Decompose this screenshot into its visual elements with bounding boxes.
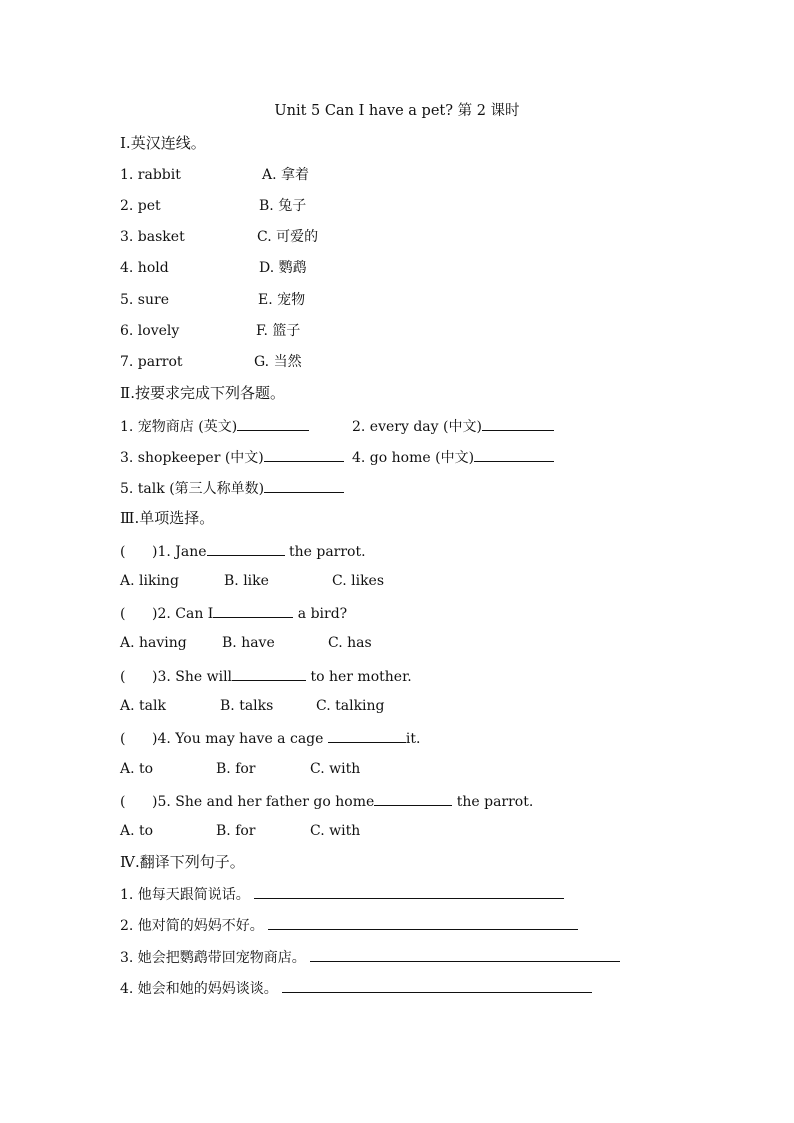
mc-question-5 [120,791,533,811]
section-2-heading: Ⅱ.按要求完成下列各题。 [120,384,285,402]
task-1 [120,416,309,436]
answer-paren[interactable]: ( [120,794,126,810]
mc-question-tail: the parrot. [284,544,366,560]
mc-question-text: )3. She will [152,669,233,685]
mc-option-3b: B. talks [220,698,274,714]
match-left-6: 6. lovely [120,323,180,339]
task-2-text: 2. every day (中文) [352,419,482,435]
answer-blank[interactable] [207,541,285,556]
answer-blank[interactable] [232,666,306,681]
answer-blank[interactable] [268,915,578,930]
answer-blank[interactable] [213,603,293,618]
mc-question-tail: to her mother. [306,669,412,685]
match-right-c: C. 可爱的 [257,229,319,245]
translate-1 [120,884,564,904]
mc-option-1b: B. like [224,573,269,589]
mc-option-1c: C. likes [332,573,385,589]
mc-question-tail: the parrot. [452,794,534,810]
answer-blank[interactable] [474,447,554,462]
mc-question-2 [120,603,347,623]
mc-question-text: )5. She and her father go home [152,794,375,810]
mc-option-3a: A. talk [120,698,166,714]
section-4-heading: Ⅳ.翻译下列句子。 [120,853,245,871]
match-right-f: F. 篮子 [256,323,301,339]
mc-option-3c: C. talking [316,698,385,714]
mc-question-tail: a bird? [293,606,348,622]
task-2 [352,416,554,436]
match-left-1: 1. rabbit [120,167,181,183]
answer-paren[interactable]: ( [120,544,126,560]
section-3-heading: Ⅲ.单项选择。 [120,509,215,527]
answer-blank[interactable] [264,447,344,462]
task-5 [120,478,344,498]
match-left-7: 7. parrot [120,354,183,370]
translate-3 [120,947,620,967]
mc-question-4 [120,728,420,748]
answer-blank[interactable] [310,947,620,962]
match-left-2: 2. pet [120,198,161,214]
mc-option-5b: B. for [216,823,256,839]
match-right-g: G. 当然 [254,354,302,370]
translate-text: 2. 他对简的妈妈不好。 [120,918,264,934]
page-title: Unit 5 Can I have a pet? 第 2 课时 [274,103,520,119]
answer-blank[interactable] [282,978,592,993]
answer-blank[interactable] [237,416,309,431]
mc-option-4a: A. to [120,761,154,777]
task-3 [120,447,344,467]
mc-question-3 [120,666,412,686]
mc-option-4c: C. with [310,761,361,777]
answer-paren[interactable]: ( [120,669,126,685]
mc-question-text: )1. Jane [152,544,207,560]
task-4-text: 4. go home (中文) [352,450,475,466]
match-left-4: 4. hold [120,260,169,276]
match-right-d: D. 鹦鹉 [259,260,307,276]
match-right-b: B. 兔子 [259,198,307,214]
mc-option-5c: C. with [310,823,361,839]
answer-blank[interactable] [254,884,564,899]
match-left-3: 3. basket [120,229,185,245]
translate-text: 3. 她会把鹦鹉带回宠物商店。 [120,950,306,966]
translate-2 [120,915,578,935]
answer-paren[interactable]: ( [120,606,126,622]
mc-question-1 [120,541,366,561]
translate-4 [120,978,592,998]
translate-text: 1. 他每天跟简说话。 [120,887,250,903]
match-left-5: 5. sure [120,292,169,308]
task-1-text: 1. 宠物商店 (英文) [120,419,238,435]
match-right-e: E. 宠物 [258,292,306,308]
answer-blank[interactable] [374,791,452,806]
mc-option-4b: B. for [216,761,256,777]
answer-blank[interactable] [264,478,344,493]
mc-option-2b: B. have [222,635,275,651]
task-5-text: 5. talk (第三人称单数) [120,481,265,497]
match-right-a: A. 拿着 [262,167,310,183]
task-3-text: 3. shopkeeper (中文) [120,450,264,466]
section-1-heading: Ⅰ.英汉连线。 [120,134,206,152]
translate-text: 4. 她会和她的妈妈谈谈。 [120,981,278,997]
answer-paren[interactable]: ( [120,731,126,747]
task-4 [352,447,554,467]
mc-option-1a: A. liking [120,573,179,589]
mc-question-text: )2. Can I [152,606,214,622]
mc-question-text: )4. You may have a cage [152,731,328,747]
mc-option-2c: C. has [328,635,372,651]
mc-question-tail: it. [405,731,421,747]
answer-blank[interactable] [482,416,554,431]
mc-option-2a: A. having [120,635,187,651]
answer-blank[interactable] [328,728,406,743]
mc-option-5a: A. to [120,823,154,839]
